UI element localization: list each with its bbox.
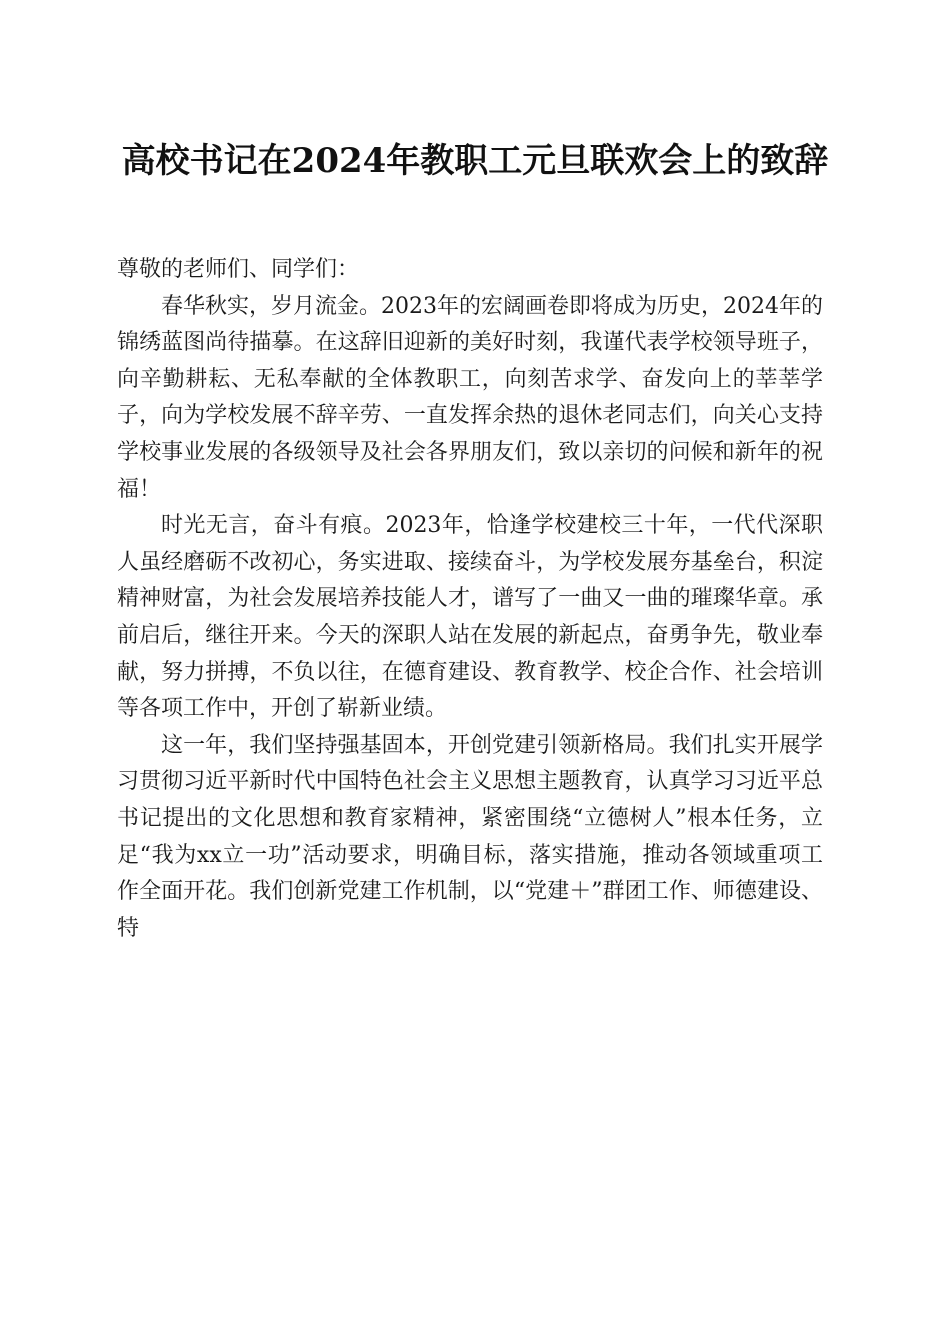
- paragraph-3: 这一年，我们坚持强基固本，开创党建引领新格局。我们扎实开展学习贯彻习近平新时代中国特色社会主义思想主题教育，认真学习习近平总书记提出的文化思想和教育家精神，紧密围绕“立德树人”根本任务，立足“我为xx立一功”活动要求，明确目标，落实措施，推动各领域重项工作全面开花。我们创新党建工作机制，以“党建＋”群团工作、师德建设、特: [117, 732, 823, 941]
- paragraph-1: 春华秋实，岁月流金。2023年的宏阔画卷即将成为历史，2024年的锦绣蓝图尚待描摹。在这辞旧迎新的美好时刻，我谨代表学校领导班子，向辛勤耕耘、无私奉献的全体教职工，向刻苦求学、奋发向上的莘莘学子，向为学校发展不辞辛劳、一直发挥余热的退休老同志们，向关心支持学校事业发展的各级领导及社会各界朋友们，致以亲切的问候和新年的祝福！: [117, 293, 823, 502]
- salutation: 尊敬的老师们、同学们：: [117, 257, 360, 282]
- document-title: 高校书记在2024年教职工元旦联欢会上的致辞: [121, 141, 829, 181]
- document-body: [117, 252, 823, 947]
- paragraph-2: 时光无言，奋斗有痕。2023年，恰逢学校建校三十年，一代代深职人虽经磨砺不改初心，务实进取、接续奋斗，为学校发展夯基垒台，积淀精神财富，为社会发展培养技能人才，谱写了一曲又一曲的璀璨华章。承前启后，继往开来。今天的深职人站在发展的新起点，奋勇争先，敬业奉献，努力拼搏，不负以往，在德育建设、教育教学、校企合作、社会培训等各项工作中，开创了崭新业绩。: [117, 513, 823, 722]
